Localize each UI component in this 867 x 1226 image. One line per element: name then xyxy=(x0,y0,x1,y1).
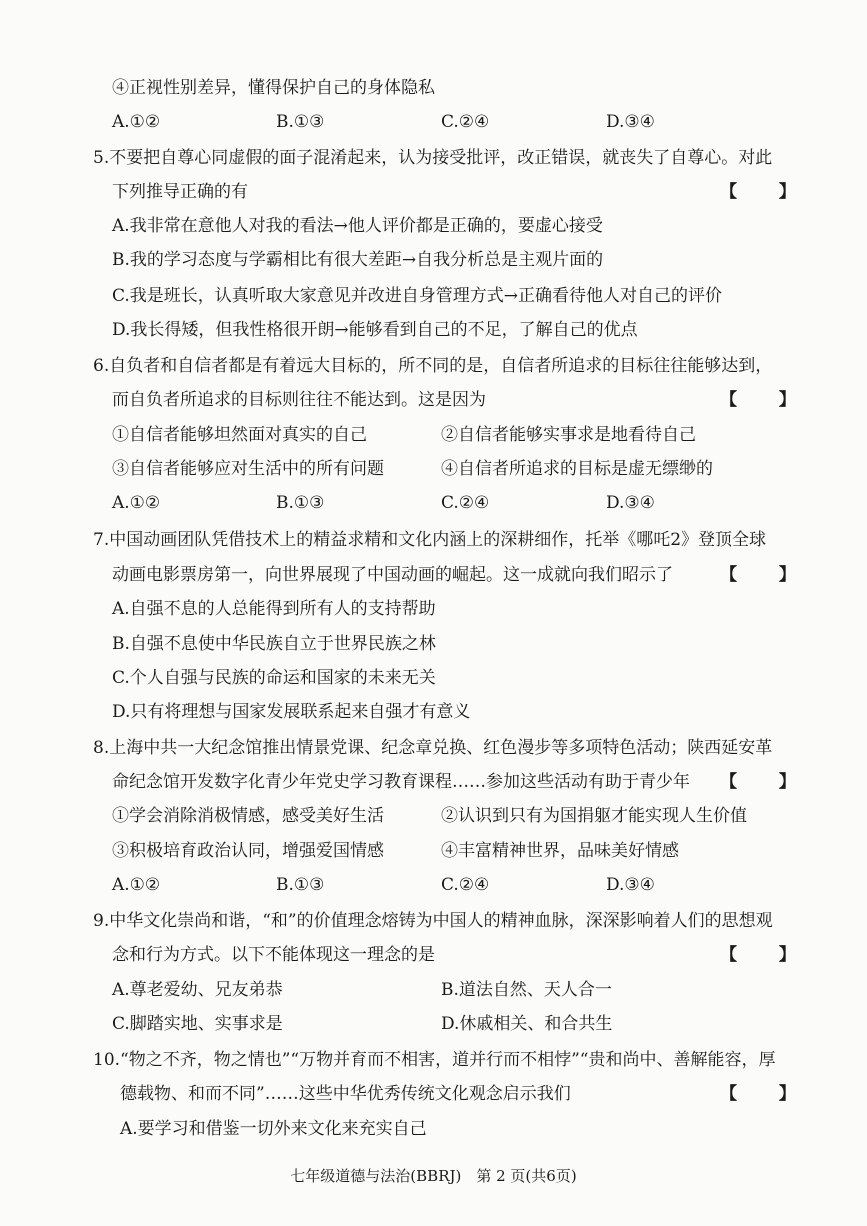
q6-statement-3: ③自信者能够应对生活中的所有问题 xyxy=(112,459,384,479)
q6-answer-bracket: 【 】 xyxy=(720,390,814,410)
q6-statement-4: ④自信者所追求的目标是虚无缥缈的 xyxy=(441,459,713,479)
q5-option-c: C.我是班长，认真听取大家意见并改进自身管理方式→正确看待他人对自己的评价 xyxy=(112,286,723,306)
q7-option-c: C.个人自强与民族的命运和国家的未来无关 xyxy=(112,668,436,688)
q5-option-a: A.我非常在意他人对我的看法→他人评价都是正确的，要虚心接受 xyxy=(112,216,603,236)
q6-option-c: C.②④ xyxy=(441,493,490,513)
option-c: C.②④ xyxy=(441,112,490,132)
q10-stem-line1: 10.“物之不齐，物之情也”“万物并育而不相害，道并行而不相悖”“贵和尚中、善解能容，厚 xyxy=(93,1050,776,1070)
q9-stem-line2: 念和行为方式。以下不能体现这一理念的是 xyxy=(112,945,435,965)
q10-answer-bracket: 【 】 xyxy=(720,1084,814,1104)
q7-stem-line2: 动画电影票房第一，向世界展现了中国动画的崛起。这一成就向我们昭示了 xyxy=(112,565,673,585)
q7-stem-line1: 7.中国动画团队凭借技术上的精益求精和文化内涵上的深耕细作，托举《哪吒2》登顶全球 xyxy=(93,530,767,550)
q9-answer-bracket: 【 】 xyxy=(720,945,814,965)
q6-statement-1: ①自信者能够坦然面对真实的自己 xyxy=(112,425,367,445)
q9-option-d: D.休戚相关、和合共生 xyxy=(441,1014,613,1034)
statement-4: ④正视性别差异，懂得保护自己的身体隐私 xyxy=(112,78,435,98)
q8-option-c: C.②④ xyxy=(441,875,490,895)
q6-option-d: D.③④ xyxy=(606,493,655,513)
q5-answer-bracket: 【 】 xyxy=(720,182,814,202)
q8-option-a: A.①② xyxy=(112,875,161,895)
option-d: D.③④ xyxy=(606,112,655,132)
q8-statement-3: ③积极培育政治认同，增强爱国情感 xyxy=(112,841,384,861)
q9-option-c: C.脚踏实地、实事求是 xyxy=(112,1014,283,1034)
q6-option-b: B.①③ xyxy=(276,493,325,513)
q8-stem-line2: 命纪念馆开发数字化青少年党史学习教育课程……参加这些活动有助于青少年 xyxy=(112,772,690,792)
option-b: B.①③ xyxy=(276,112,325,132)
q6-option-a: A.①② xyxy=(112,493,161,513)
q8-stem-line1: 8.上海中共一大纪念馆推出情景党课、纪念章兑换、红色漫步等多项特色活动；陕西延安革 xyxy=(93,738,773,758)
q9-option-b: B.道法自然、天人合一 xyxy=(441,980,612,1000)
q9-option-a: A.尊老爱幼、兄友弟恭 xyxy=(112,980,283,1000)
q6-statement-2: ②自信者能够实事求是地看待自己 xyxy=(441,425,696,445)
q5-option-b: B.我的学习态度与学霸相比有很大差距→自我分析总是主观片面的 xyxy=(112,250,604,270)
q5-stem-line2: 下列推导正确的有 xyxy=(112,182,248,202)
q7-option-d: D.只有将理想与国家发展联系起来自强才有意义 xyxy=(112,702,471,722)
page-footer: 七年级道德与法治(BBRJ) 第 2 页(共6页) xyxy=(290,1167,577,1185)
q6-stem-line2: 而自负者所追求的目标则往往不能达到。这是因为 xyxy=(112,390,486,410)
q10-stem-line2: 德载物、和而不同”……这些中华优秀传统文化观念启示我们 xyxy=(120,1084,571,1104)
q8-statement-1: ①学会消除消极情感，感受美好生活 xyxy=(112,806,384,826)
q9-stem-line1: 9.中华文化崇尚和谐，“和”的价值理念熔铸为中国人的精神血脉，深深影响着人们的思想观 xyxy=(93,911,773,931)
q8-option-b: B.①③ xyxy=(276,875,325,895)
q8-statement-4: ④丰富精神世界，品味美好情感 xyxy=(441,841,679,861)
q10-option-a: A.要学习和借鉴一切外来文化来充实自己 xyxy=(120,1119,427,1139)
q7-answer-bracket: 【 】 xyxy=(720,565,814,585)
q6-stem-line1: 6.自负者和自信者都是有着远大目标的，所不同的是，自信者所追求的目标往往能够达到， xyxy=(93,356,773,376)
q7-option-a: A.自强不息的人总能得到所有人的支持帮助 xyxy=(112,599,436,619)
q5-stem-line1: 5.不要把自尊心同虚假的面子混淆起来，认为接受批评，改正错误，就丧失了自尊心。对此 xyxy=(93,148,773,168)
q5-option-d: D.我长得矮，但我性格很开朗→能够看到自己的不足，了解自己的优点 xyxy=(112,320,638,340)
option-a: A.①② xyxy=(112,112,161,132)
q8-option-d: D.③④ xyxy=(606,875,655,895)
q8-statement-2: ②认识到只有为国捐躯才能实现人生价值 xyxy=(441,806,747,826)
q7-option-b: B.自强不息使中华民族自立于世界民族之林 xyxy=(112,634,436,654)
q8-answer-bracket: 【 】 xyxy=(720,772,814,792)
